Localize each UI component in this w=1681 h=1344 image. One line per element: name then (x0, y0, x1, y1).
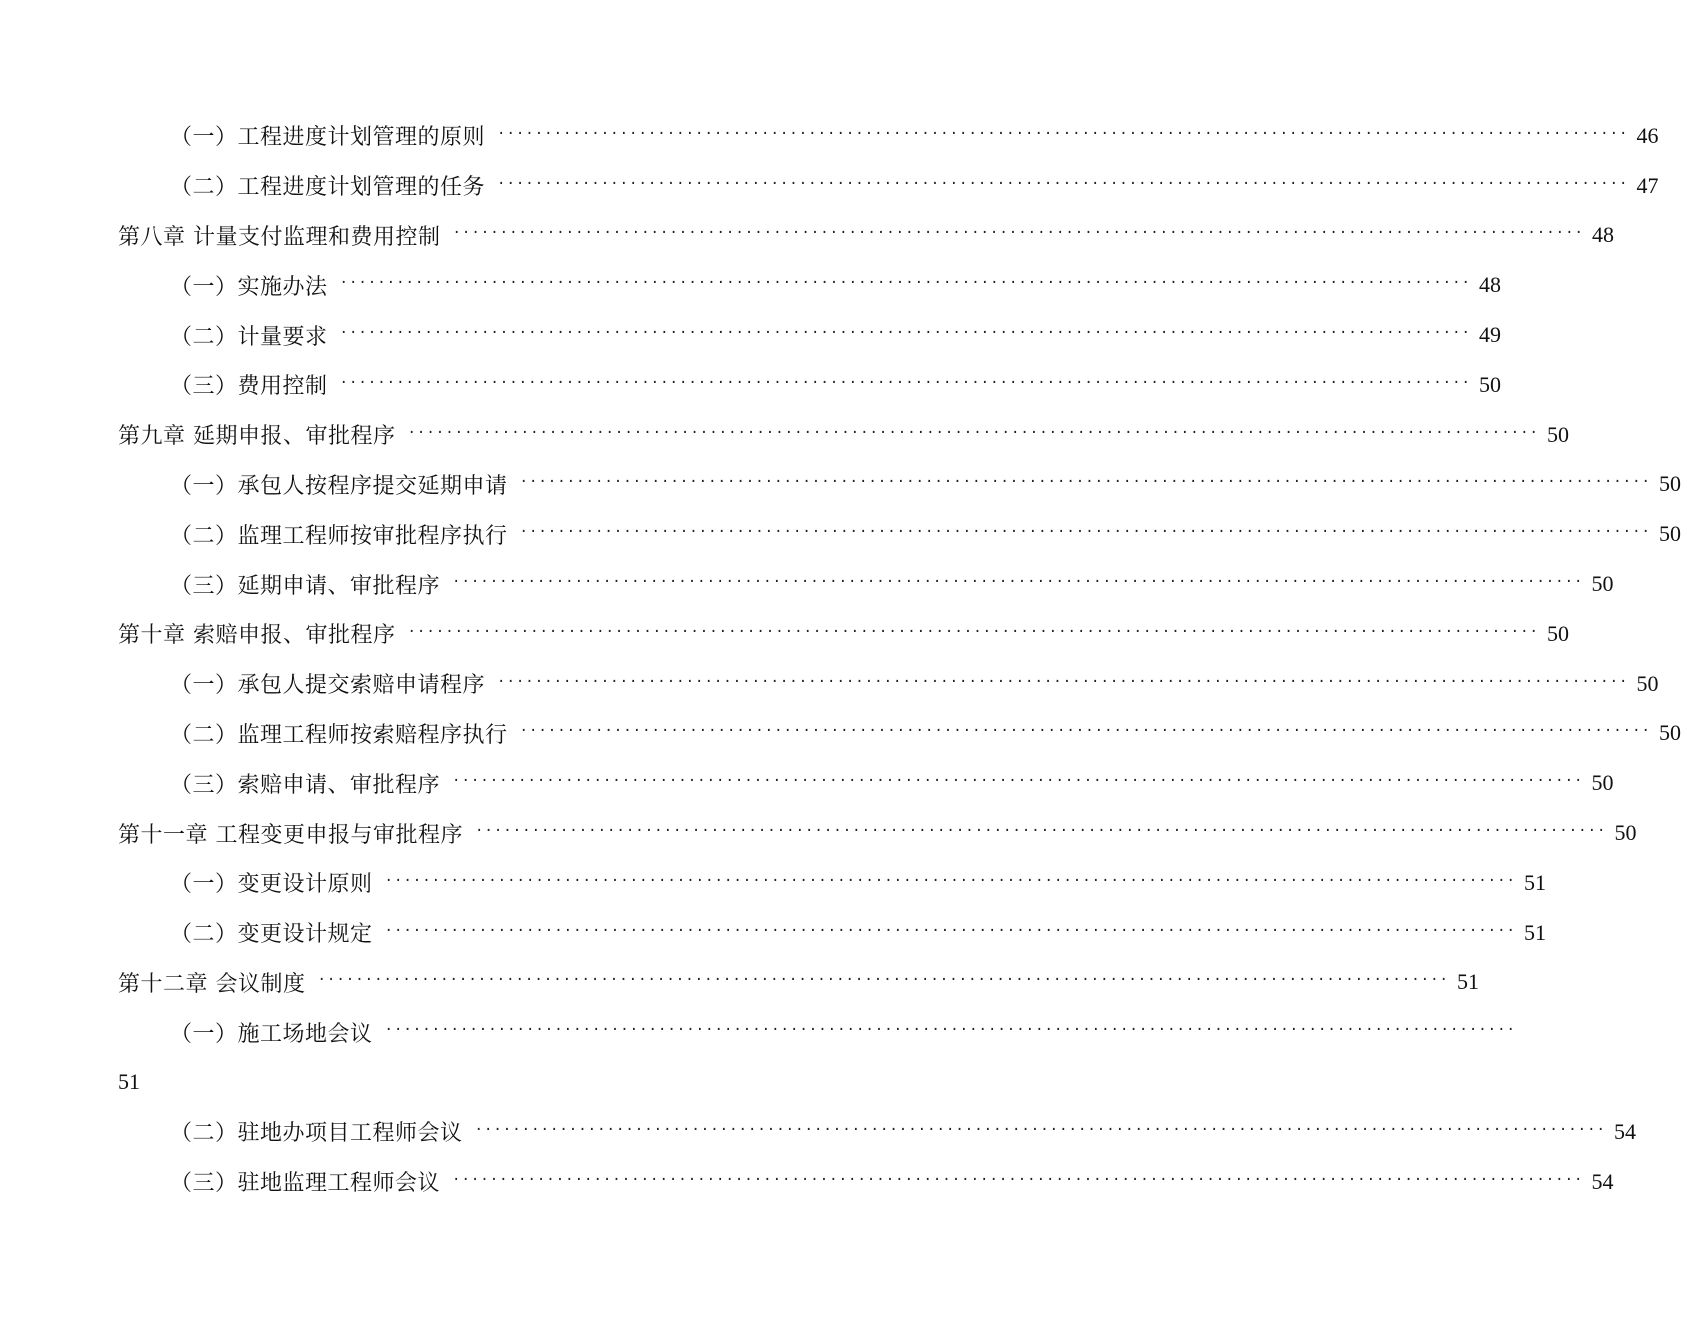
toc-dot-leader: ························································································································ (519, 474, 1651, 491)
toc-section-entry[interactable] (0, 509, 1681, 559)
toc-dot-leader: ························································································································ (497, 673, 1629, 690)
toc-dot-leader: ························································································································ (519, 524, 1651, 541)
toc-dot-leader: ························································································································ (497, 175, 1629, 192)
toc-chapter-entry[interactable] (0, 609, 1569, 659)
toc-page-number: 48 (1478, 272, 1501, 298)
toc-dot-leader: ························································································································ (452, 225, 1584, 242)
toc-dot-leader: ························································································································ (519, 723, 1651, 740)
toc-entry-title: （三）延期申请、审批程序 (170, 573, 441, 599)
toc-page-number: 51 (1456, 969, 1479, 995)
toc-section-entry[interactable] (0, 310, 1501, 360)
toc-entry-title: （一）变更设计原则 (170, 872, 373, 898)
toc-entry-title: （二）驻地办项目工程师会议 (170, 1121, 463, 1147)
toc-entry-title: 第十章 索赔申报、审批程序 (118, 623, 396, 649)
toc-dot-leader: ························································································································ (475, 823, 1607, 840)
toc-page-number: 50 (1591, 770, 1614, 796)
toc-page-number: 50 (1546, 620, 1569, 646)
toc-page-number-wrapped: 51 (118, 1069, 140, 1095)
toc-section-entry[interactable] (0, 260, 1501, 310)
toc-entry-title: 第九章 延期申报、审批程序 (118, 424, 396, 450)
toc-page-number: 54 (1613, 1118, 1636, 1144)
toc-page-number: 51 (1523, 869, 1546, 895)
toc-entry-title: （一）实施办法 (170, 274, 328, 300)
toc-page-number: 50 (1591, 571, 1614, 597)
toc-section-entry[interactable] (0, 360, 1501, 410)
toc-page-number: 54 (1591, 1168, 1614, 1194)
toc-entry-title: （二）监理工程师按审批程序执行 (170, 523, 508, 549)
toc-entry-title: （二）工程进度计划管理的任务 (170, 175, 486, 201)
toc-chapter-entry[interactable] (0, 958, 1479, 1008)
toc-section-entry[interactable] (0, 111, 1659, 161)
toc-section-entry[interactable] (0, 559, 1614, 609)
toc-dot-leader: ························································································································ (339, 374, 1471, 391)
toc-dot-leader: ························································································································ (452, 773, 1584, 790)
toc-entry-title: 第十二章 会议制度 (118, 971, 306, 997)
toc-dot-leader: ························································································································ (339, 325, 1471, 342)
toc-section-entry[interactable] (0, 908, 1546, 958)
toc-dot-leader: ························································································································ (384, 922, 1516, 939)
toc-entry-title: 第八章 计量支付监理和费用控制 (118, 224, 441, 250)
toc-entry-title: （二）计量要求 (170, 324, 328, 350)
toc-chapter-entry[interactable] (0, 211, 1614, 261)
toc-section-entry[interactable] (0, 709, 1681, 759)
toc-entry-title: （一）施工场地会议 (170, 1021, 373, 1047)
toc-entry-title: （一）工程进度计划管理的原则 (170, 125, 486, 151)
toc-dot-leader: ························································································································ (474, 1121, 1606, 1138)
toc-section-entry[interactable] (0, 460, 1681, 510)
toc-section-entry[interactable] (0, 1157, 1614, 1207)
toc-entry-title: （一）承包人按程序提交延期申请 (170, 473, 508, 499)
toc-dot-leader: ························································································································ (407, 623, 1539, 640)
toc-page-number: 50 (1614, 820, 1637, 846)
toc-page-number: 49 (1478, 322, 1501, 348)
toc-entry-title: （二）变更设计规定 (170, 922, 373, 948)
toc-entry-title: 第十一章 工程变更申报与审批程序 (118, 822, 463, 848)
toc-page-number: 50 (1478, 371, 1501, 397)
toc-dot-leader: ························································································································ (339, 275, 1471, 292)
toc-page-number: 46 (1636, 122, 1659, 148)
toc-entry-title: （三）费用控制 (170, 374, 328, 400)
toc-dot-leader: ························································································································ (452, 574, 1584, 591)
toc-page-number: 50 (1546, 421, 1569, 447)
toc-dot-leader: ························································································································ (407, 424, 1539, 441)
toc-page-number: 50 (1658, 521, 1681, 547)
toc-page-number: 50 (1658, 471, 1681, 497)
toc-chapter-entry[interactable] (0, 410, 1569, 460)
toc-section-entry[interactable] (0, 758, 1614, 808)
toc-dot-leader: ························································································································ (317, 972, 1449, 989)
toc-page-number: 50 (1658, 720, 1681, 746)
toc-dot-leader: ························································································································ (452, 1171, 1584, 1188)
toc-page-number: 51 (1523, 919, 1546, 945)
toc-dot-leader: ························································································································ (497, 125, 1629, 142)
toc-dot-leader: ························································································································ (384, 872, 1516, 889)
toc-page-number: 50 (1636, 670, 1659, 696)
toc-page-number: 47 (1636, 172, 1659, 198)
toc-entry-title: （三）索赔申请、审批程序 (170, 772, 441, 798)
toc-entry-title: （一）承包人提交索赔申请程序 (170, 673, 486, 699)
toc-section-entry[interactable] (0, 161, 1659, 211)
toc-section-entry[interactable] (0, 1007, 1516, 1057)
toc-dot-leader: ························································································································ (384, 1022, 1516, 1039)
toc-entry-title: （二）监理工程师按索赔程序执行 (170, 722, 508, 748)
toc-page-number: 48 (1591, 222, 1614, 248)
toc-section-entry[interactable] (0, 858, 1546, 908)
toc-entry-title: （三）驻地监理工程师会议 (170, 1171, 441, 1197)
toc-section-entry[interactable] (0, 659, 1659, 709)
toc-chapter-entry[interactable] (0, 808, 1637, 858)
toc-section-entry[interactable] (0, 1107, 1636, 1157)
table-of-contents (0, 111, 1681, 1207)
